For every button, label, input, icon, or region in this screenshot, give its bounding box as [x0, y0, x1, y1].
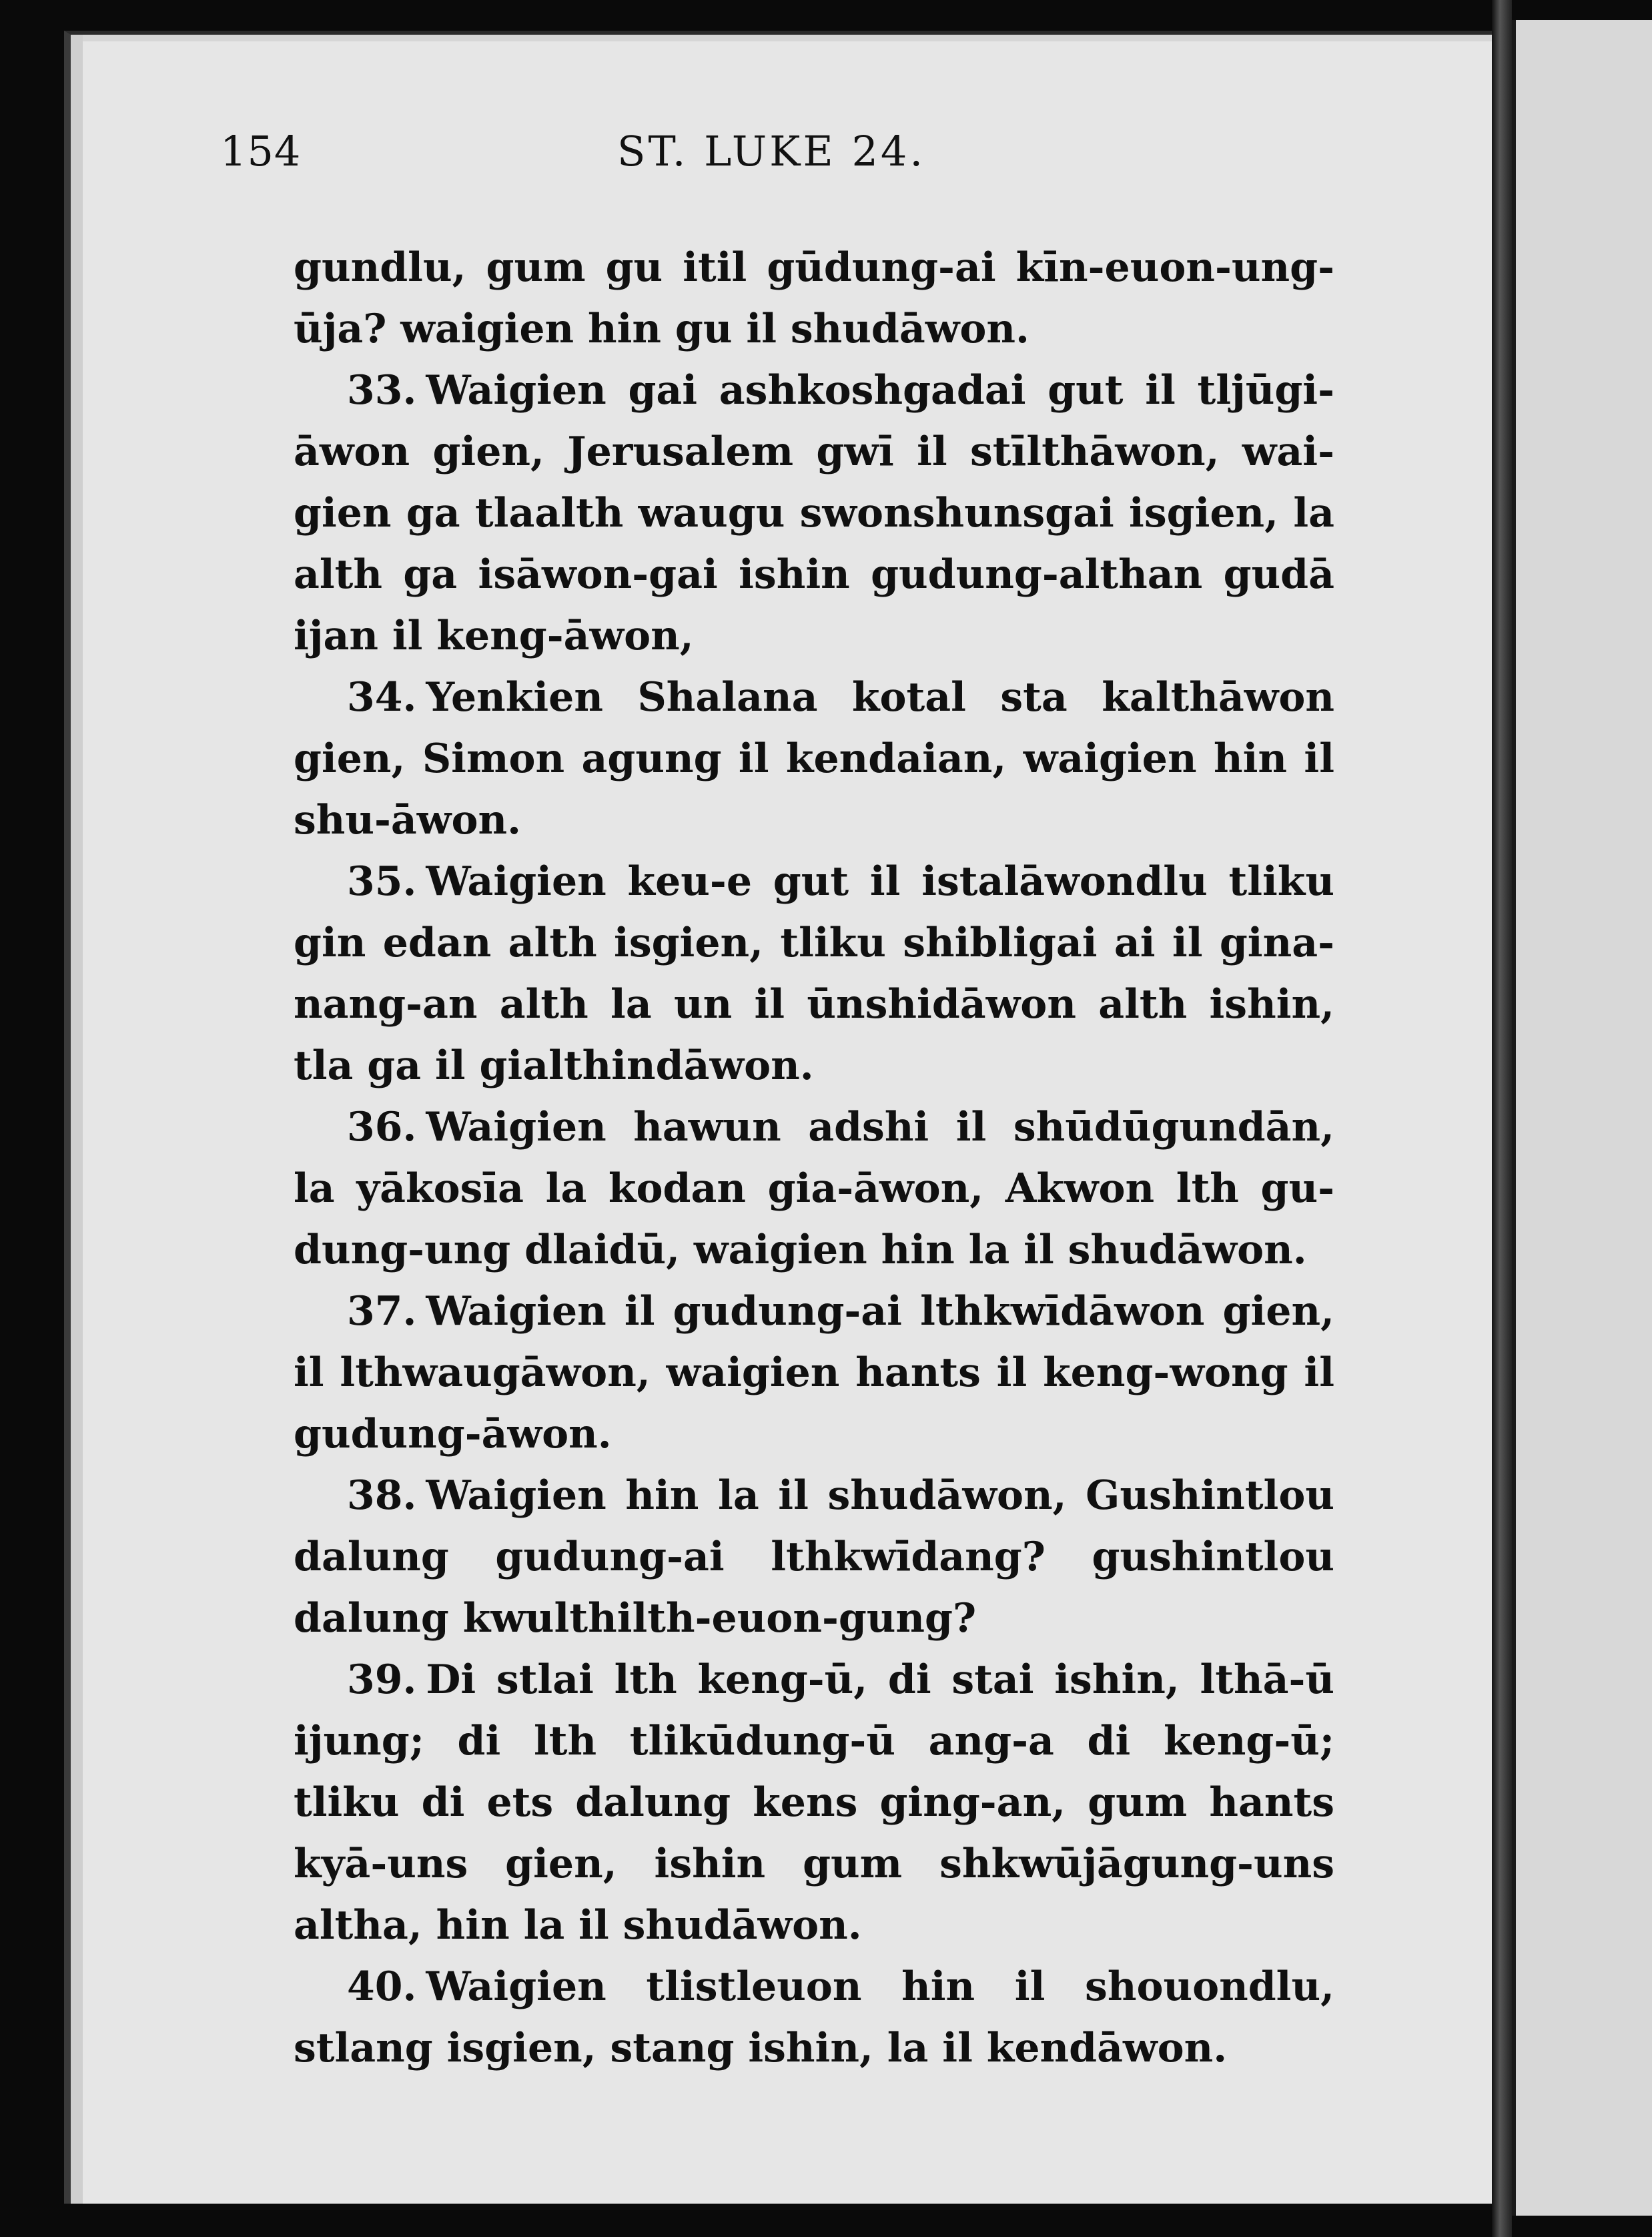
verse-34 — [294, 667, 1334, 851]
verse-35 — [294, 851, 1334, 1096]
body-text — [294, 237, 1334, 2079]
verse-text: Waigien il gudung-ai lthkwīdāwon gien, il lthwaugāwon, waigien hants il keng-wong il gudung-āwon. — [294, 1288, 1334, 1458]
verse-40 — [294, 1956, 1334, 2079]
verse-text: Waigien tlistleuon hin il shouondlu, stlang isgien, stang ishin, la il kendāwon. — [294, 1963, 1334, 2071]
verse-number: 38. — [347, 1472, 417, 1519]
verse-text: Yenkien Shalana kotal sta kalthāwon gien, Simon agung il kendaian, waigien hin il shu-āwon. — [294, 674, 1334, 844]
verse-number: 40. — [347, 1963, 417, 2010]
verse-38 — [294, 1465, 1334, 1649]
page-number: 154 — [220, 127, 302, 176]
verse-continuation — [294, 237, 1334, 360]
verse-number: 37. — [347, 1288, 417, 1335]
verse-text: Waigien keu-e gut il istalāwondlu tliku gin edan alth isgien, tliku shibligai ai il gina-nang-an alth la un il ūnshidāwon alth ishin, tla ga il gialthindāwon. — [294, 858, 1334, 1089]
verse-37 — [294, 1281, 1334, 1465]
verse-number: 36. — [347, 1104, 417, 1151]
verse-39 — [294, 1649, 1334, 1956]
verse-text: Waigien hawun adshi il shūdūgundān, la yākosīa la kodan gia-āwon, Akwon lth gu-dung-ung dlaidū, waigien hin la il shudāwon. — [294, 1104, 1334, 1273]
verse-number: 35. — [347, 858, 417, 905]
verse-36 — [294, 1096, 1334, 1281]
verse-number: 34. — [347, 674, 417, 721]
page-header — [220, 112, 1328, 186]
verse-text: gundlu, gum gu itil gūdung-ai kīn-euon-ung-ūja? waigien hin gu il shudāwon. — [294, 244, 1334, 352]
book-gutter — [1492, 0, 1512, 2237]
facing-page-edge — [1512, 20, 1652, 2216]
verse-text: Waigien hin la il shudāwon, Gushintlou dalung gudung-ai lthkwīdang? gushintlou dalung kwulthilth-euon-gung? — [294, 1472, 1334, 1642]
verse-33 — [294, 360, 1334, 667]
verse-text: Di stlai lth keng-ū, di stai ishin, lthā-ū ijung; di lth tlikūdung-ū ang-a di keng-ū; tliku di ets dalung kens ging-an, gum hants kyā-uns gien, ishin gum shkwūjāgung-uns altha, hin la il shudāwon. — [294, 1656, 1334, 1949]
verse-number: 33. — [347, 367, 417, 414]
verse-number: 39. — [347, 1656, 417, 1703]
running-head: ST. LUKE 24. — [617, 127, 926, 176]
verse-text: Waigien gai ashkoshgadai gut il tljūgi-āwon gien, Jerusalem gwī il stīlthāwon, wai-gien ga tlaalth waugu swonshunsgai isgien, la alth ga isāwon-gai ishin gudung-althan gudā ijan il keng-āwon, — [294, 367, 1334, 659]
